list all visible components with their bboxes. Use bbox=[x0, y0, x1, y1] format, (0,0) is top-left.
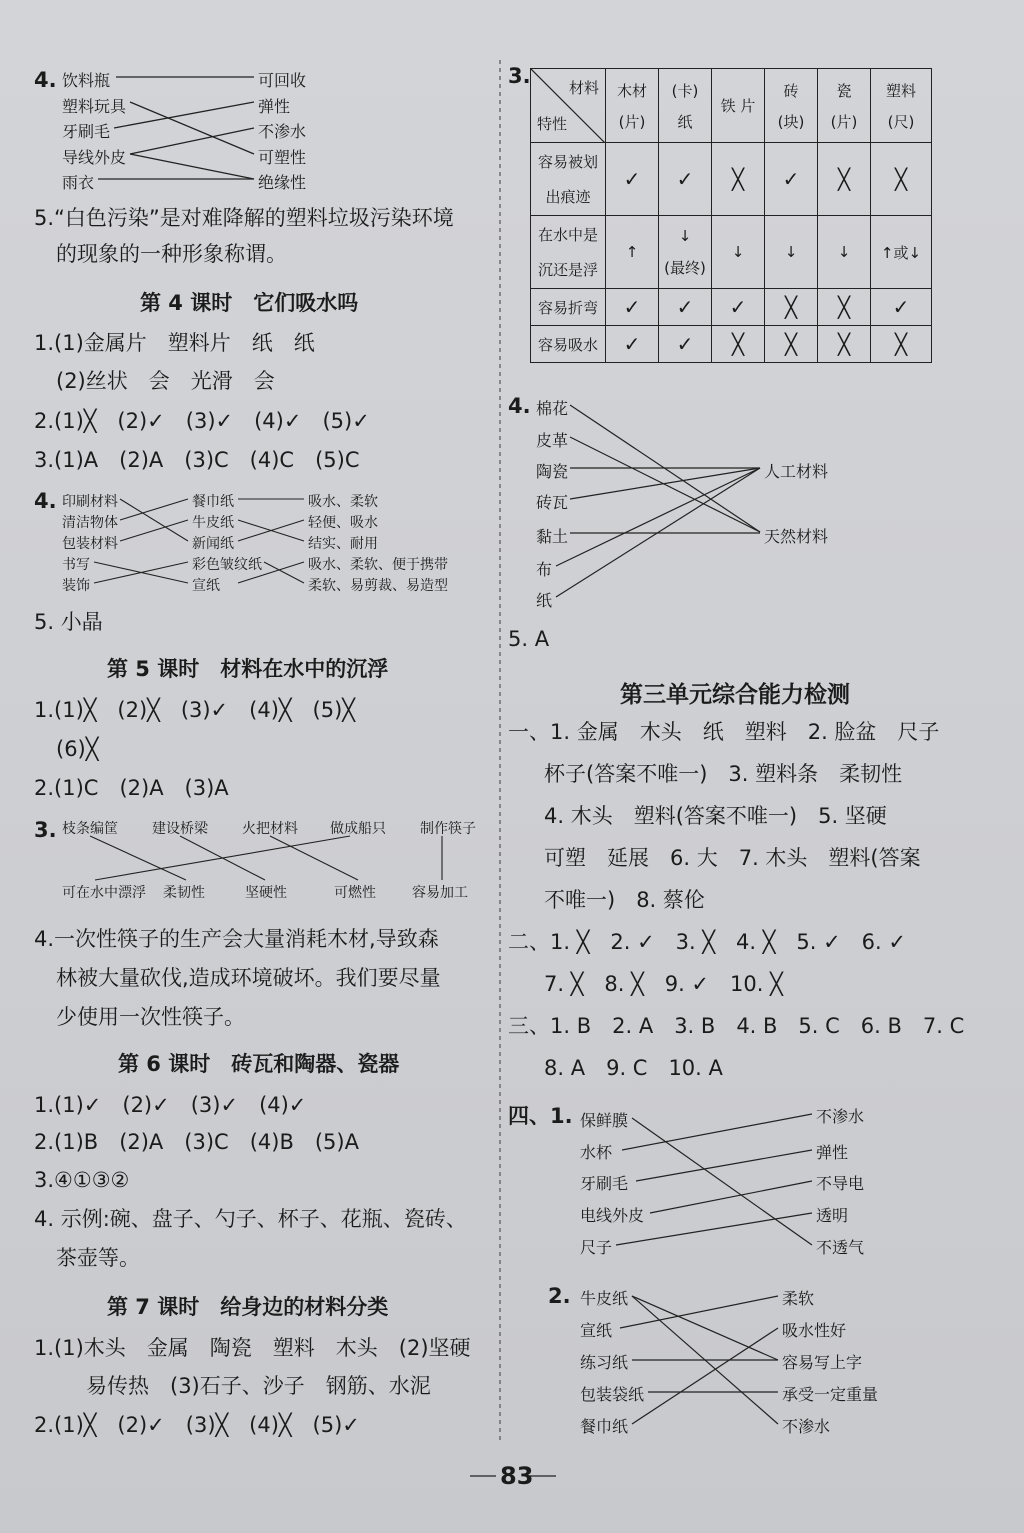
unit-q1-left-3: 牙刷毛 bbox=[580, 1174, 629, 1193]
header-card bbox=[659, 69, 712, 143]
lesson4-q4-col2-1: 餐巾纸 bbox=[192, 494, 234, 510]
materials-table bbox=[530, 68, 932, 363]
lesson5-title: 第 5 课时 材料在水中的沉浮 bbox=[107, 657, 389, 681]
lesson5-q3-lines bbox=[90, 836, 442, 880]
lesson7-q1-line2: 易传热 (3)石子、沙子 钢筋、水泥 bbox=[86, 1374, 431, 1398]
lesson6-q1: 1.(1)✓ (2)✓ (3)✓ (4)✓ bbox=[34, 1093, 307, 1117]
lesson4-q4-col2-5: 宣纸 bbox=[192, 578, 220, 594]
unit-q1-left-5: 尺子 bbox=[580, 1238, 613, 1257]
lesson4-q4-col3-5: 柔软、易剪裁、易造型 bbox=[308, 578, 448, 594]
q4a-right-1: 可回收 bbox=[258, 71, 307, 90]
l4-line bbox=[120, 499, 188, 541]
lesson5-q3-bottom-2: 柔韧性 bbox=[163, 885, 205, 901]
page-number: 83 bbox=[500, 1462, 534, 1490]
right-q4-item-1: 棉花 bbox=[536, 399, 569, 418]
table-cell: ✓ bbox=[659, 326, 712, 363]
lesson5-q3-top-1: 枝条编筐 bbox=[62, 821, 118, 837]
right-q4-item-6: 布 bbox=[536, 560, 553, 579]
l5-line bbox=[90, 836, 186, 880]
lesson5-q3-top-5: 制作筷子 bbox=[420, 821, 476, 837]
unit-q2-right-1: 柔软 bbox=[782, 1289, 815, 1308]
table-cell: ✓ bbox=[712, 289, 765, 326]
right-q4-number: 4. bbox=[508, 394, 531, 418]
row-label: 容易折弯 bbox=[531, 289, 606, 326]
table-cell: ╳ bbox=[871, 326, 932, 363]
lesson4-q4-col2-3: 新闻纸 bbox=[192, 536, 234, 552]
lesson4-q4-col3-1: 吸水、柔软 bbox=[308, 494, 378, 510]
table-row bbox=[531, 216, 932, 289]
q4a-left-3: 牙刷毛 bbox=[62, 122, 111, 141]
lesson5-q3-top-2: 建设桥梁 bbox=[152, 821, 208, 837]
corner-bottom-label: 特性 bbox=[537, 115, 568, 133]
l4-line bbox=[120, 520, 188, 541]
header-iron bbox=[712, 69, 765, 143]
lesson4-q4-col1-4: 书写 bbox=[62, 557, 90, 573]
lesson5-q3-bottom-5: 容易加工 bbox=[412, 885, 468, 901]
table-cell: ↑ bbox=[606, 216, 659, 289]
lesson4-q4-lines bbox=[94, 499, 304, 583]
unit-p1-line4: 可塑 延展 6. 大 7. 木头 塑料(答案 bbox=[544, 846, 921, 870]
lesson4-q4-col3-2: 轻便、吸水 bbox=[308, 515, 378, 531]
unit-title: 第三单元综合能力检测 bbox=[620, 682, 850, 708]
lesson5-q3-bottom-3: 坚硬性 bbox=[245, 885, 287, 901]
table-cell: ↓ bbox=[765, 216, 818, 289]
lesson4-q4-col1-1: 印刷材料 bbox=[62, 494, 118, 510]
lesson4-q4-col3-4: 吸水、柔软、便于携带 bbox=[308, 557, 448, 573]
unit-q1-right-4: 透明 bbox=[816, 1206, 849, 1225]
u1-line bbox=[622, 1114, 812, 1150]
unit-q2-left-1: 牛皮纸 bbox=[580, 1289, 629, 1308]
header-brick bbox=[765, 69, 818, 143]
q5a-line1: 5.“白色污染”是对难降解的塑料垃圾污染环境 bbox=[34, 206, 454, 230]
unit-q1-right-2: 弹性 bbox=[816, 1143, 849, 1162]
table-cell: ↑或↓ bbox=[871, 216, 932, 289]
unit-q2-left-5: 餐巾纸 bbox=[580, 1417, 629, 1436]
table-cell-line: ↓ bbox=[678, 226, 692, 245]
unit-q1-left-2: 水杯 bbox=[580, 1143, 613, 1162]
lesson4-q4-col1-5: 装饰 bbox=[62, 578, 90, 594]
row-label-line: 出痕迹 bbox=[545, 188, 591, 206]
lesson5-q3-bottom-4: 可燃性 bbox=[334, 885, 376, 901]
table-cell-split bbox=[659, 227, 711, 278]
header-wood-line2: (片) bbox=[618, 112, 646, 131]
header-wood bbox=[606, 69, 659, 143]
lesson7-q2: 2.(1)╳ (2)✓ (3)╳ (4)╳ (5)✓ bbox=[34, 1413, 360, 1437]
header-wood-line1: 木材 bbox=[616, 81, 647, 100]
unit-p1-line2: 杯子(答案不唯一) 3. 塑料条 柔韧性 bbox=[544, 762, 903, 786]
table-cell: ╳ bbox=[765, 289, 818, 326]
table-cell: ✓ bbox=[606, 326, 659, 363]
lesson7-q1-line1: 1.(1)木头 金属 陶瓷 塑料 木头 (2)坚硬 bbox=[34, 1336, 471, 1360]
table-cell: ✓ bbox=[659, 289, 712, 326]
lesson5-q4-line2: 林被大量砍伐,造成环境破坏。我们要尽量 bbox=[56, 966, 441, 990]
q4a-line bbox=[130, 102, 254, 154]
table-cell: ✓ bbox=[659, 143, 712, 216]
unit-q2-left-4: 包装袋纸 bbox=[580, 1385, 645, 1404]
u2-line bbox=[632, 1328, 778, 1424]
table-row bbox=[531, 143, 932, 216]
lesson5-q3-bottom-1: 可在水中漂浮 bbox=[62, 885, 146, 901]
table-cell: ╳ bbox=[712, 143, 765, 216]
q4a-right-5: 绝缘性 bbox=[258, 173, 307, 192]
l5-line bbox=[95, 836, 350, 880]
q5a-line2: 的现象的一种形象称谓。 bbox=[56, 242, 287, 266]
unit-q2-right-3: 容易写上字 bbox=[782, 1353, 863, 1372]
lesson5-q1-line2: (6)╳ bbox=[56, 737, 99, 761]
unit-q2-right-4: 承受一定重量 bbox=[782, 1385, 879, 1404]
q4a-left-4: 导线外皮 bbox=[62, 148, 127, 167]
q4a-right-2: 弹性 bbox=[258, 97, 291, 116]
lesson4-q4-col3-3: 结实、耐用 bbox=[308, 536, 378, 552]
unit-p3-line1: 三、1. B 2. A 3. B 4. B 5. C 6. B 7. C bbox=[508, 1014, 965, 1038]
unit-p1-line1: 一、1. 金属 木头 纸 塑料 2. 脸盆 尺子 bbox=[508, 720, 940, 744]
table-row bbox=[531, 289, 932, 326]
row-label-line: 容易被划 bbox=[537, 153, 598, 171]
u1-line bbox=[636, 1150, 812, 1181]
row-label bbox=[531, 143, 606, 216]
unit-q1-left-4: 电线外皮 bbox=[580, 1206, 645, 1225]
unit-p2-line2: 7. ╳ 8. ╳ 9. ✓ 10. ╳ bbox=[544, 972, 783, 996]
unit-q2-right-2: 吸水性好 bbox=[782, 1321, 847, 1340]
unit-p1-line3: 4. 木头 塑料(答案不唯一) 5. 坚硬 bbox=[544, 804, 887, 828]
lesson4-q3: 3.(1)A (2)A (3)C (4)C (5)C bbox=[34, 448, 360, 472]
header-brick-line1: 砖 bbox=[783, 81, 799, 100]
unit-q2-number: 2. bbox=[548, 1284, 571, 1308]
table-cell: ╳ bbox=[818, 326, 871, 363]
header-brick-line2: (块) bbox=[777, 112, 805, 131]
q4a-line bbox=[130, 128, 254, 154]
lesson4-q4-col1-3: 包装材料 bbox=[62, 536, 118, 552]
right-q5: 5. A bbox=[508, 627, 550, 651]
lesson5-q2: 2.(1)C (2)A (3)A bbox=[34, 776, 229, 800]
unit-q1-right-5: 不透气 bbox=[816, 1238, 865, 1257]
table-cell: ✓ bbox=[606, 143, 659, 216]
header-plastic-line2: (尺) bbox=[887, 112, 915, 131]
corner-top-label: 材料 bbox=[568, 79, 599, 97]
right-q4-item-7: 纸 bbox=[536, 591, 553, 610]
unit-q1-right-3: 不导电 bbox=[816, 1174, 865, 1193]
lesson4-q4-col2-4: 彩色皱纹纸 bbox=[192, 557, 262, 573]
lesson6-q3: 3.④①③② bbox=[34, 1168, 130, 1192]
l4-line bbox=[120, 499, 188, 520]
lesson4-q5: 5. 小晶 bbox=[34, 610, 103, 634]
lesson5-q1-line1: 1.(1)╳ (2)╳ (3)✓ (4)╳ (5)╳ bbox=[34, 698, 355, 722]
lesson4-q4-col1-2: 清洁物体 bbox=[62, 515, 118, 531]
table-cell-line: (最终) bbox=[664, 258, 706, 277]
lesson7-title: 第 7 课时 给身边的材料分类 bbox=[107, 1295, 389, 1319]
q4a-left-2: 塑料玩具 bbox=[62, 97, 127, 116]
r4-line bbox=[570, 468, 760, 499]
lesson6-q4-line2: 茶壶等。 bbox=[56, 1246, 140, 1270]
lesson6-title: 第 6 课时 砖瓦和陶器、瓷器 bbox=[118, 1052, 400, 1076]
table-cell-card-sink bbox=[659, 216, 712, 289]
right-q4-lines bbox=[556, 405, 760, 597]
header-porcelain bbox=[818, 69, 871, 143]
row-label-line: 在水中是 bbox=[537, 226, 598, 244]
header-plastic bbox=[871, 69, 932, 143]
right-q4-target-1: 人工材料 bbox=[764, 462, 829, 481]
unit-p2-line1: 二、1. ╳ 2. ✓ 3. ╳ 4. ╳ 5. ✓ 6. ✓ bbox=[508, 930, 906, 954]
right-q4-item-2: 皮革 bbox=[536, 431, 569, 450]
unit-q2-left-2: 宣纸 bbox=[580, 1321, 613, 1340]
table-row bbox=[531, 326, 932, 363]
lesson4-q4-col2-2: 牛皮纸 bbox=[192, 515, 234, 531]
unit-q2-right-5: 不渗水 bbox=[782, 1417, 831, 1436]
q4a-right-4: 可塑性 bbox=[258, 148, 307, 167]
lesson5-q3-top-3: 火把材料 bbox=[242, 821, 298, 837]
q4a-left-5: 雨衣 bbox=[62, 173, 95, 192]
lesson5-q4-line1: 4.一次性筷子的生产会大量消耗木材,导致森 bbox=[34, 927, 439, 951]
q4a-lines bbox=[98, 77, 254, 179]
row-label bbox=[531, 216, 606, 289]
u2-line bbox=[632, 1296, 778, 1360]
header-iron-line1: 铁 片 bbox=[720, 97, 756, 115]
unit-q1-left-1: 保鲜膜 bbox=[580, 1111, 629, 1130]
header-card-line2: 纸 bbox=[677, 112, 693, 131]
unit-q1-lines bbox=[616, 1114, 812, 1245]
table-cell: ╳ bbox=[765, 326, 818, 363]
q4a-line bbox=[130, 154, 254, 179]
unit-p1-line5: 不唯一) 8. 蔡伦 bbox=[544, 888, 705, 912]
unit-p3-line2: 8. A 9. C 10. A bbox=[544, 1056, 723, 1080]
unit-q2-left-3: 练习纸 bbox=[580, 1353, 629, 1372]
unit-q1-right-1: 不渗水 bbox=[816, 1107, 865, 1126]
u1-line bbox=[616, 1213, 812, 1245]
table-cell: ↓ bbox=[818, 216, 871, 289]
lesson5-q3-top-4: 做成船只 bbox=[330, 821, 386, 837]
table-cell: ✓ bbox=[606, 289, 659, 326]
lesson6-q2: 2.(1)B (2)A (3)C (4)B (5)A bbox=[34, 1130, 359, 1154]
table-cell: ╳ bbox=[712, 326, 765, 363]
right-q3-number: 3. bbox=[508, 64, 531, 88]
lesson4-q1-line2: (2)丝状 会 光滑 会 bbox=[56, 369, 275, 393]
table-cell: ✓ bbox=[765, 143, 818, 216]
row-label: 容易吸水 bbox=[531, 326, 606, 363]
header-porcelain-line2: (片) bbox=[830, 112, 858, 131]
lesson5-q4-line3: 少使用一次性筷子。 bbox=[56, 1005, 245, 1029]
q4a-right-3: 不渗水 bbox=[258, 122, 307, 141]
lesson4-title: 第 4 课时 它们吸水吗 bbox=[140, 291, 359, 315]
u1-line bbox=[632, 1118, 812, 1245]
right-q4-item-5: 黏土 bbox=[536, 527, 569, 546]
table-cell: ╳ bbox=[818, 289, 871, 326]
table-cell: ╳ bbox=[818, 143, 871, 216]
lesson4-q1-line1: 1.(1)金属片 塑料片 纸 纸 bbox=[34, 331, 315, 355]
table-cell: ╳ bbox=[871, 143, 932, 216]
header-card-line1: (卡) bbox=[671, 81, 699, 100]
right-q4-item-3: 陶瓷 bbox=[536, 462, 569, 481]
q4a-number: 4. bbox=[34, 68, 57, 92]
u1-line bbox=[650, 1181, 812, 1213]
lesson4-q4-number: 4. bbox=[34, 489, 57, 513]
header-plastic-line1: 塑料 bbox=[885, 81, 916, 100]
lesson5-q3-number: 3. bbox=[34, 818, 57, 842]
unit-p4-prefix: 四、1. bbox=[508, 1104, 573, 1128]
r4-line bbox=[570, 437, 760, 532]
table-cell: ✓ bbox=[871, 289, 932, 326]
table-corner-cell bbox=[531, 69, 606, 143]
right-q4-target-2: 天然材料 bbox=[764, 527, 829, 546]
table-cell: ↓ bbox=[712, 216, 765, 289]
lesson4-q2: 2.(1)╳ (2)✓ (3)✓ (4)✓ (5)✓ bbox=[34, 409, 370, 433]
header-porcelain-line1: 瓷 bbox=[836, 81, 852, 100]
row-label-line: 沉还是浮 bbox=[537, 261, 598, 279]
q4a-left-1: 饮料瓶 bbox=[62, 71, 111, 90]
lesson6-q4-line1: 4. 示例:碗、盘子、勺子、杯子、花瓶、瓷砖、 bbox=[34, 1207, 467, 1231]
right-q4-item-4: 砖瓦 bbox=[536, 493, 569, 512]
